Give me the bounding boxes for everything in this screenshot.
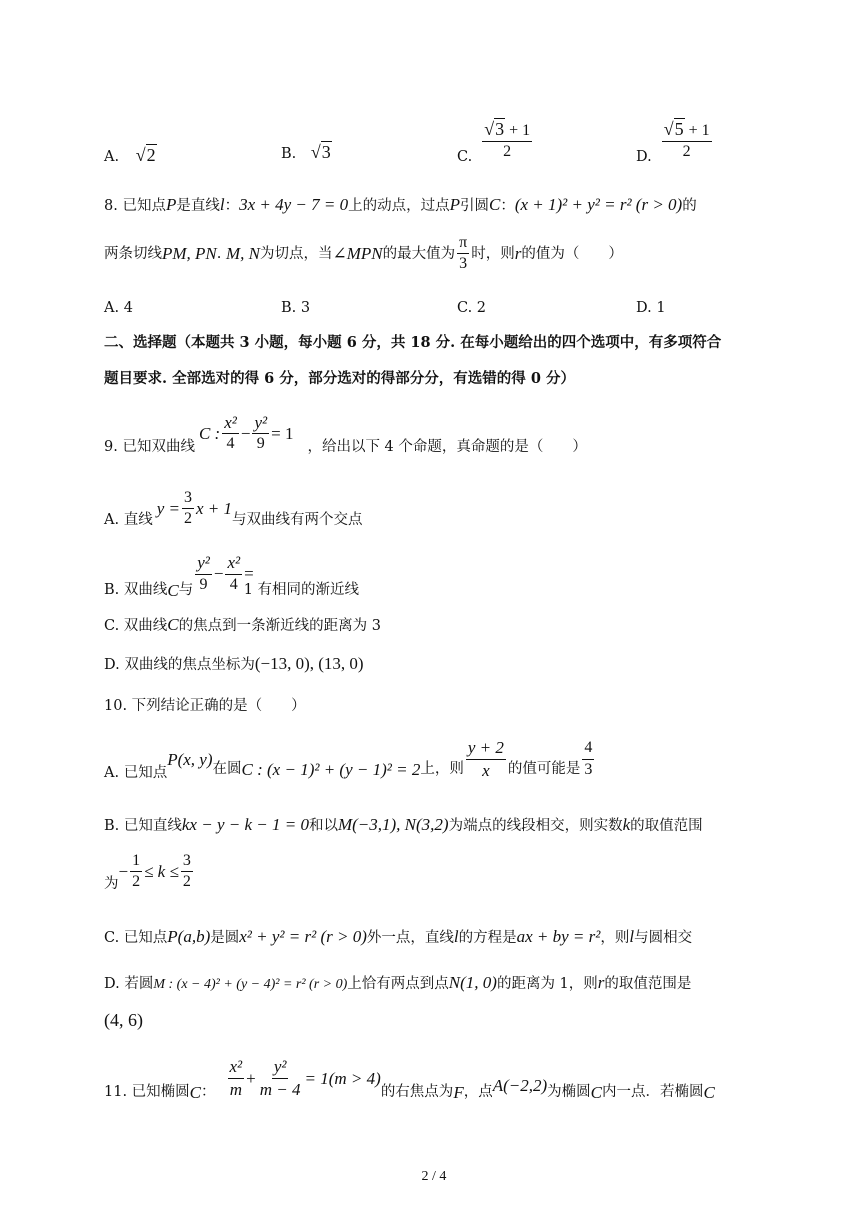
q10-option-b-line2	[104, 852, 195, 892]
math-var: C	[590, 1083, 602, 1102]
math-var: r	[597, 973, 605, 992]
denominator: m − 4	[259, 1080, 301, 1099]
text: 为椭圆	[547, 1084, 591, 1101]
q7-option-d	[636, 116, 714, 165]
math-var: C	[167, 615, 179, 634]
numerator-tail: + 1	[684, 121, 710, 139]
q10-option-c	[104, 928, 692, 946]
text: 在圆	[212, 761, 242, 777]
q10-option-a	[104, 738, 596, 781]
text: 11. 已知椭圆	[104, 1084, 190, 1101]
text: 内一点．若椭圆	[601, 1084, 704, 1101]
q9-option-a	[104, 489, 363, 529]
math-var: C :	[198, 423, 221, 443]
math-var: C	[488, 195, 501, 214]
denominator: x	[482, 760, 490, 780]
q10-option-d-range: (4, 6)	[104, 1010, 143, 1030]
text: 上的动点，过点	[348, 198, 450, 214]
text: 上恰有两点到点	[347, 976, 449, 992]
fraction	[222, 413, 239, 454]
point-expr: M(−3,1), N(3,2)	[337, 815, 449, 834]
fraction	[182, 489, 194, 529]
page-number: 2 / 4	[421, 1169, 447, 1184]
denominator: 2	[503, 143, 512, 161]
numerator: 1	[130, 852, 142, 872]
text: 8. 已知点	[104, 198, 166, 214]
text: C. 已知点	[104, 930, 168, 946]
fraction	[130, 852, 142, 892]
circle-equation: C : (x − 1)² + (y − 1)² = 2	[241, 759, 421, 779]
sqrt-expression: √3	[310, 142, 331, 162]
text: D. 若圆	[104, 976, 154, 992]
q8-line2	[104, 234, 623, 274]
option-d: D. 1	[636, 300, 666, 316]
text: 是圆	[210, 930, 240, 946]
option-label: B. 双曲线	[104, 582, 168, 599]
numerator: y²	[195, 553, 212, 575]
numerator: x²	[222, 413, 239, 435]
point-expr: A(−2,2)	[492, 1076, 548, 1095]
numerator: x²	[228, 1057, 245, 1079]
text: 的取值范围是	[604, 976, 692, 992]
text: .	[216, 245, 222, 262]
math-var: l	[453, 927, 459, 946]
text: D. 双曲线的焦点坐标为	[104, 657, 255, 673]
numerator: 3	[182, 489, 194, 509]
q11-stem	[104, 1056, 715, 1101]
operator: +	[246, 1069, 256, 1088]
text: 的最大值为	[382, 245, 456, 262]
text: 1 有相同的渐近线	[243, 582, 360, 599]
text: 9. 已知双曲线	[104, 439, 195, 455]
option-label: D.	[636, 149, 652, 165]
text: 为端点的线段相交，则实数	[448, 818, 623, 834]
text: 的	[682, 198, 697, 214]
math-expr: y =	[156, 499, 180, 519]
fraction	[582, 739, 594, 779]
math-expr: PM, PN	[162, 244, 217, 264]
option-label: A.	[104, 149, 120, 165]
q10-option-b-line1	[104, 816, 703, 834]
text: 的方程是	[458, 930, 517, 946]
inequality: ≤ k ≤	[144, 862, 179, 882]
operator: −	[240, 423, 251, 443]
text: 与	[178, 582, 194, 599]
q9-option-c	[104, 616, 381, 634]
text: 是直线	[176, 198, 220, 214]
math-var: C	[703, 1083, 715, 1102]
denominator: 9	[199, 575, 208, 593]
q9-option-b	[104, 548, 359, 599]
fraction	[482, 119, 532, 162]
text: 时，则	[471, 245, 515, 262]
math-var: P	[165, 195, 177, 214]
denominator: 4	[226, 435, 235, 453]
radicand: 3	[321, 142, 331, 162]
text: 的值为（ ）	[521, 245, 623, 262]
text: ，则	[600, 930, 630, 946]
text: 为	[104, 875, 119, 892]
section2-heading-line1: 二、选择题（本题共 3 小题，每小题 6 分，共 18 分. 在每小题给出的四个选项中，有多项符合	[104, 334, 722, 351]
circle-equation: (x + 1)² + y² = r² (r > 0)	[514, 195, 683, 214]
denominator: 2	[182, 873, 191, 891]
point-expr: N(1, 0)	[448, 973, 497, 992]
text: 引圆	[459, 198, 489, 214]
numerator: 4	[582, 739, 594, 759]
text: ，点	[463, 1084, 493, 1101]
option-label: C.	[457, 149, 473, 165]
radicand: 3	[495, 118, 505, 139]
radicand: 2	[146, 145, 156, 165]
denominator: 2	[132, 873, 141, 891]
angle-expr: ∠MPN	[332, 244, 383, 264]
text: ，给出以下 4 个命题，真命题的是（ ）	[307, 439, 587, 455]
math-var: l	[629, 927, 635, 946]
operator: −	[213, 564, 224, 583]
numerator: 3	[181, 852, 193, 872]
math-var: C	[189, 1083, 202, 1102]
sqrt-expression: √2	[135, 145, 156, 165]
text: ：	[500, 198, 515, 214]
math-var: l	[219, 195, 225, 214]
equation-tail: = 1(m > 4)	[304, 1069, 381, 1088]
point-expr: P(x, y)	[167, 749, 213, 769]
q7-option-a	[104, 146, 157, 165]
line-equation: ax + by = r²	[516, 927, 601, 946]
q10-stem: 10. 下列结论正确的是（ ）	[104, 698, 306, 714]
option-label: A. 直线	[104, 511, 153, 528]
text: 的右焦点为	[380, 1084, 454, 1101]
numerator: √3 + 1	[482, 119, 532, 142]
text: 外一点，直线	[366, 930, 454, 946]
math-var: F	[453, 1083, 464, 1102]
math-expr: x + 1	[195, 499, 233, 519]
math-var: P	[449, 195, 460, 214]
section2-heading-line2: 题目要求. 全部选对的得 6 分，部分选对的得部分分，有选错的得 0 分）	[104, 370, 575, 387]
denominator: 2	[183, 510, 192, 528]
text: 为切点，当	[260, 245, 333, 262]
math-var: r	[514, 244, 522, 264]
q7-option-c	[457, 116, 534, 165]
option-c: C. 2	[457, 300, 487, 316]
q9-stem	[104, 412, 587, 455]
equation-tail: = 1	[271, 423, 294, 443]
point-expr: P(a,b)	[167, 927, 211, 946]
fraction	[228, 1057, 245, 1099]
circle-equation: x² + y² = r² (r > 0)	[239, 927, 367, 946]
numerator: √5 + 1	[662, 119, 712, 142]
denominator: 4	[229, 575, 238, 593]
denominator: 3	[459, 255, 468, 273]
text: 与双曲线有两个交点	[232, 511, 363, 528]
fraction	[252, 413, 269, 454]
text: 的值可能是	[507, 761, 581, 777]
focus-coordinates: (−13, 0), (13, 0)	[254, 654, 364, 673]
text: 和以	[308, 818, 338, 834]
text: C. 双曲线	[104, 618, 168, 634]
pi-fraction	[457, 234, 469, 274]
numerator: x²	[225, 553, 242, 575]
line-equation: 3x + 4y − 7 = 0	[239, 195, 349, 214]
text: 与圆相交	[634, 930, 693, 946]
text: 的距离为 1，则	[496, 976, 598, 992]
operator: −	[118, 862, 129, 882]
numerator: π	[457, 234, 469, 254]
fraction	[258, 1057, 303, 1099]
q10-option-d-line1	[104, 974, 691, 992]
text: ：	[224, 198, 240, 214]
numerator: y + 2	[466, 738, 506, 760]
option-b: B. 3	[281, 300, 311, 316]
fraction	[225, 553, 242, 594]
denominator: m	[229, 1080, 242, 1099]
fraction	[662, 119, 712, 162]
denominator: 9	[256, 435, 265, 453]
radicand: 5	[674, 118, 684, 139]
operator: =	[244, 564, 254, 583]
numerator: y²	[252, 413, 269, 435]
fraction	[466, 738, 506, 780]
fraction	[195, 553, 212, 594]
line-equation: kx − y − k − 1 = 0	[181, 815, 309, 834]
fraction	[181, 852, 193, 892]
numerator: y²	[272, 1057, 289, 1079]
math-var: C	[167, 581, 179, 600]
text: 的焦点到一条渐近线的距离为 3	[178, 618, 381, 634]
circle-equation: M : (x − 4)² + (y − 4)² = r² (r > 0)	[153, 977, 348, 992]
math-expr: M, N	[226, 244, 260, 264]
numerator-tail: + 1	[505, 121, 531, 139]
text: A. 已知点	[104, 765, 168, 781]
text: 上，则	[420, 761, 464, 777]
text: ：	[201, 1084, 216, 1101]
option-label: B.	[281, 146, 297, 162]
text: 两条切线	[104, 245, 162, 262]
q7-option-b	[281, 143, 332, 162]
denominator: 2	[682, 143, 691, 161]
q9-option-d	[104, 655, 364, 673]
option-a: A. 4	[104, 300, 133, 316]
q8-line1	[104, 196, 697, 214]
text: 的取值范围	[630, 818, 703, 834]
text: B. 已知直线	[104, 818, 182, 834]
math-var: k	[622, 815, 631, 834]
denominator: 3	[584, 760, 593, 778]
